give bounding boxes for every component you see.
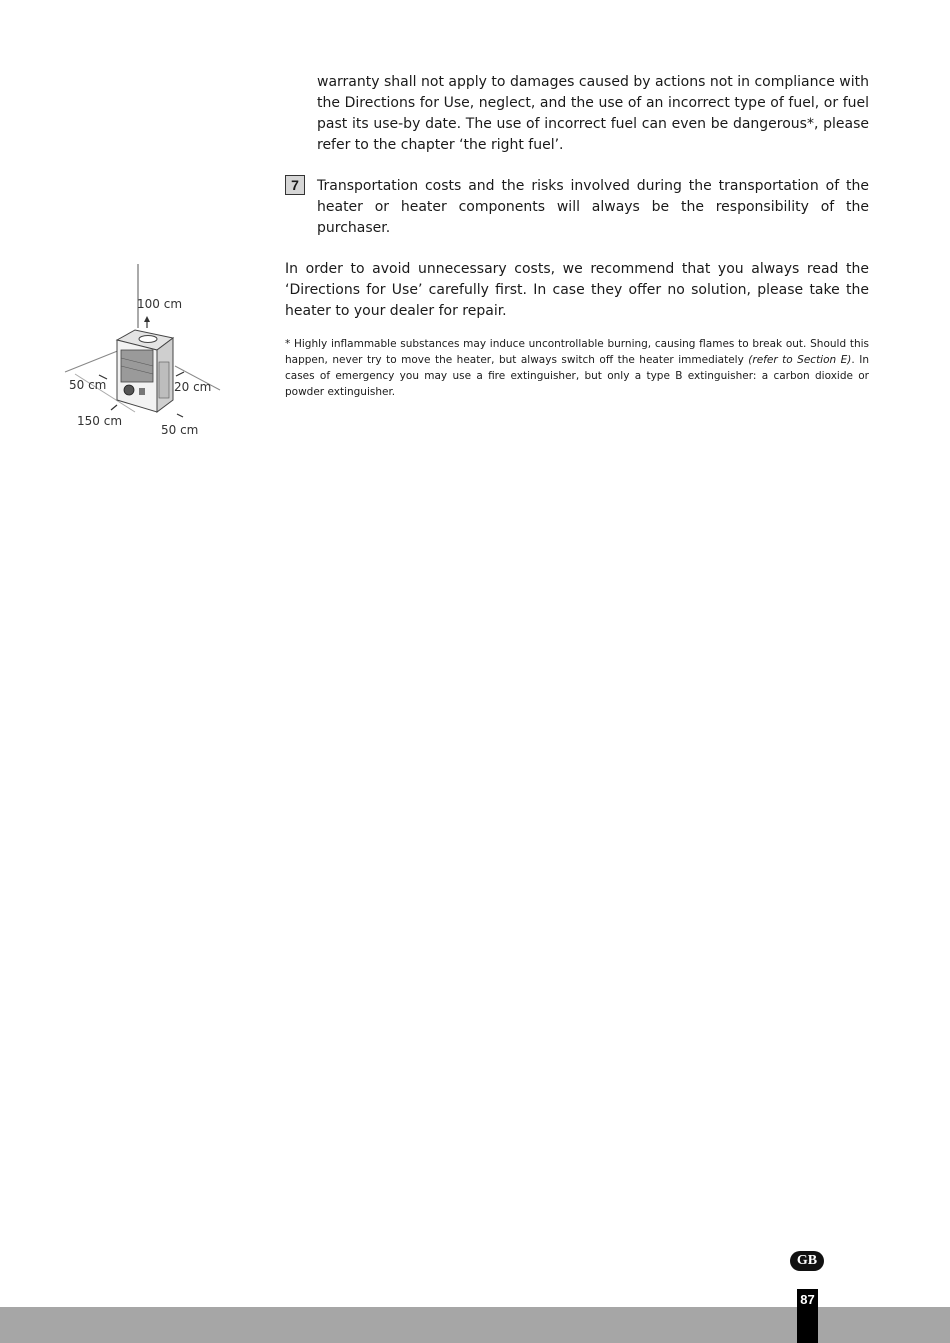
footnote-text-2: . In cases of emergency you may use a fire extinguisher, but only a type B extinguisher: a carbon dioxide or powder extinguisher.	[285, 354, 869, 398]
label-right-clearance: 20 cm	[174, 380, 212, 394]
transport-paragraph: Transportation costs and the risks involved during the transportation of the heater or heater components will always be the responsibility of the purchaser.	[317, 178, 869, 236]
label-left-clearance: 50 cm	[69, 378, 107, 392]
footnote-section-ref: (refer to Section E)	[748, 354, 852, 366]
footnote-text-1: * Highly inflammable substances may induce uncontrollable burning, causing flames to break out. Should this happen, never try to move the heater, but always switch off the heater immediately	[285, 338, 869, 366]
heater-illustration	[117, 330, 173, 412]
label-top-clearance: 100 cm	[137, 297, 183, 311]
label-front-right-clearance: 50 cm	[161, 423, 199, 437]
page-number: 87	[797, 1289, 818, 1343]
label-front-left-clearance: 150 cm	[77, 414, 123, 428]
footnote	[285, 336, 869, 400]
heater-clearance-diagram	[55, 262, 235, 442]
warranty-paragraph: warranty shall not apply to damages caused by actions not in compliance with the Directions for Use, neglect, and the use of an incorrect type of fuel, or fuel past its use-by date. The use of incorrect fuel can even be dangerous*, please refer to the chapter ‘the right fuel’.	[317, 74, 869, 153]
recommend-paragraph: In order to avoid unnecessary costs, we recommend that you always read the ‘Directions for Use’ carefully first. In case they offer no solution, please take the heater to your dealer for repair.	[285, 261, 869, 319]
item-number-badge: 7	[285, 175, 305, 195]
language-badge: GB	[790, 1251, 824, 1271]
